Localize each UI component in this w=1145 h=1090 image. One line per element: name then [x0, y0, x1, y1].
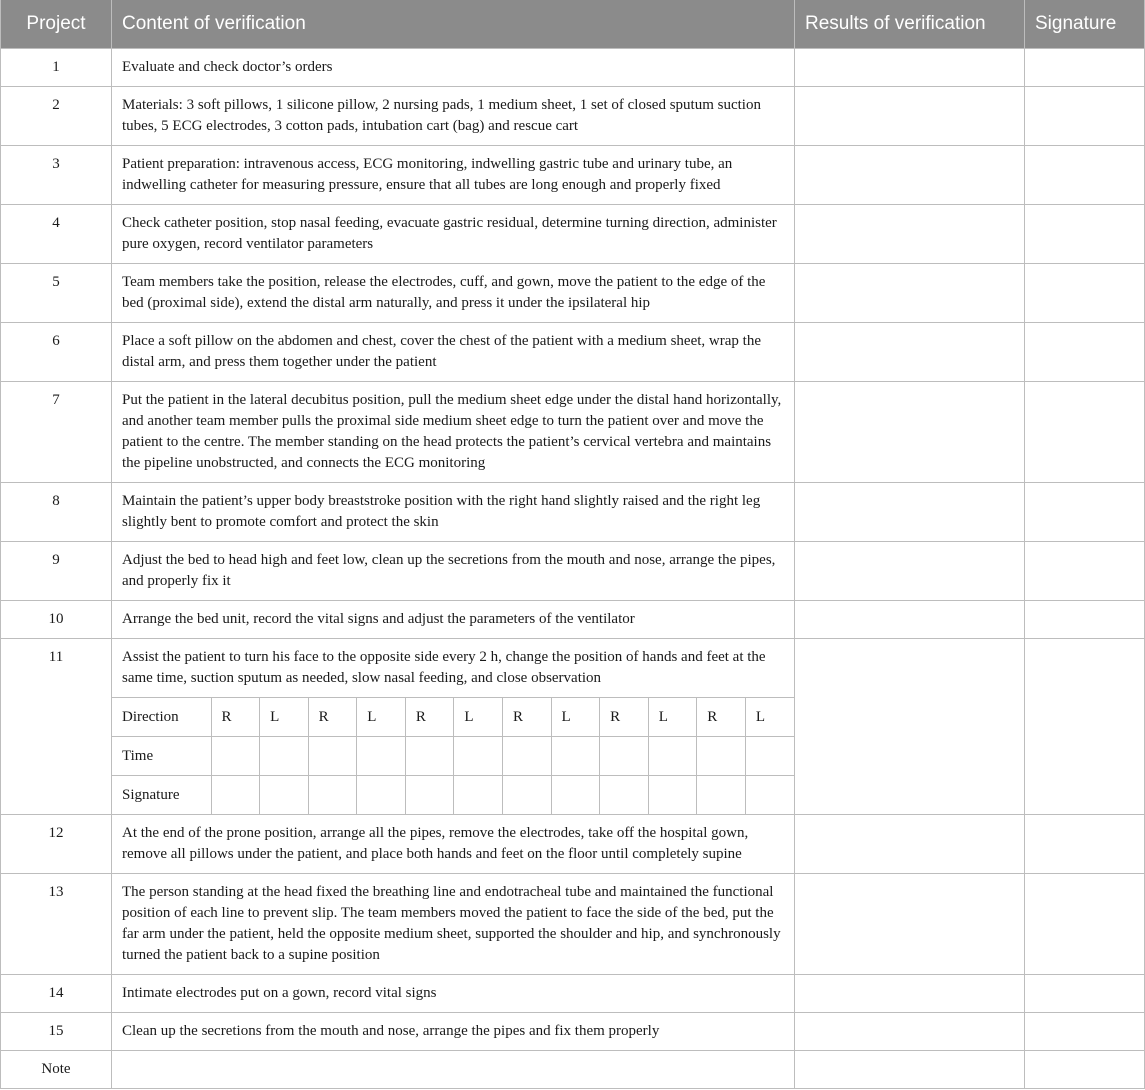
time-cell	[454, 737, 503, 776]
signature-cell	[1025, 1051, 1145, 1089]
verification-content: Assist the patient to turn his face to the opposite side every 2 h, change the position of hands and feet at the same time, suction sputum as needed, slow nasal feeding, and close observation	[122, 649, 766, 686]
project-number: 8	[1, 483, 112, 542]
table-row	[1, 382, 1145, 483]
signature-cell	[1025, 146, 1145, 205]
results-cell	[795, 382, 1025, 483]
time-label: Time	[112, 737, 211, 776]
results-cell	[795, 975, 1025, 1013]
results-cell	[795, 815, 1025, 874]
project-number: 2	[1, 87, 112, 146]
verification-content: Evaluate and check doctor’s orders	[112, 49, 795, 87]
table-row	[1, 264, 1145, 323]
project-number: 12	[1, 815, 112, 874]
project-number: 1	[1, 49, 112, 87]
table-row	[1, 87, 1145, 146]
header-results: Results of verification	[795, 0, 1025, 49]
direction-cell: R	[308, 698, 357, 737]
signature-cell	[1025, 323, 1145, 382]
direction-cell: L	[260, 698, 309, 737]
signature-cell	[1025, 382, 1145, 483]
time-cell	[648, 737, 697, 776]
verification-content: Intimate electrodes put on a gown, record vital signs	[112, 975, 795, 1013]
header-content: Content of verification	[112, 0, 795, 49]
results-cell	[795, 601, 1025, 639]
verification-content: Arrange the bed unit, record the vital signs and adjust the parameters of the ventilator	[112, 601, 795, 639]
results-cell	[795, 483, 1025, 542]
table-row	[1, 323, 1145, 382]
table-row	[1, 146, 1145, 205]
time-cell	[600, 737, 649, 776]
project-number: 11	[1, 639, 112, 815]
results-cell	[795, 639, 1025, 815]
signature-cell	[1025, 205, 1145, 264]
time-cell	[405, 737, 454, 776]
results-cell	[795, 205, 1025, 264]
sub-signature-cell	[502, 776, 551, 815]
direction-cell: R	[697, 698, 746, 737]
signature-label: Signature	[112, 776, 211, 815]
results-cell	[795, 874, 1025, 975]
project-number: 3	[1, 146, 112, 205]
direction-cell: L	[454, 698, 503, 737]
direction-cell: R	[600, 698, 649, 737]
direction-cell: R	[405, 698, 454, 737]
signature-cell	[1025, 639, 1145, 815]
direction-cell: L	[745, 698, 794, 737]
project-number: 4	[1, 205, 112, 264]
results-cell	[795, 264, 1025, 323]
note-row	[1, 1051, 1145, 1089]
time-cell	[308, 737, 357, 776]
project-number: 6	[1, 323, 112, 382]
signature-cell	[1025, 1013, 1145, 1051]
verification-content: Put the patient in the lateral decubitus position, pull the medium sheet edge under the distal hand horizontally, and another team member pulls the proximal side medium sheet edge to turn the patient over and move the patient to the centre. The member standing on the head protects the patient’s cervical vertebra and maintains the pipeline unobstructed, and connects the ECG monitoring	[112, 382, 795, 483]
results-cell	[795, 1051, 1025, 1089]
signature-cell	[1025, 264, 1145, 323]
sub-signature-cell	[697, 776, 746, 815]
time-cell	[551, 737, 600, 776]
time-cell	[211, 737, 260, 776]
sub-signature-cell	[745, 776, 794, 815]
time-cell	[502, 737, 551, 776]
signature-cell	[1025, 49, 1145, 87]
direction-cell: L	[648, 698, 697, 737]
sub-signature-cell	[260, 776, 309, 815]
time-cell	[745, 737, 794, 776]
results-cell	[795, 323, 1025, 382]
signature-cell	[1025, 975, 1145, 1013]
verification-content: Patient preparation: intravenous access, ECG monitoring, indwelling gastric tube and urinary tube, an indwelling catheter for measuring pressure, ensure that all tubes are long enough and properly fixed	[112, 146, 795, 205]
signature-cell	[1025, 542, 1145, 601]
verification-content: Team members take the position, release the electrodes, cuff, and gown, move the patient to the edge of the bed (proximal side), extend the distal arm naturally, and press it under the ipsilateral hip	[112, 264, 795, 323]
results-cell	[795, 1013, 1025, 1051]
sub-signature-cell	[600, 776, 649, 815]
turning-schedule-table	[112, 697, 794, 814]
table-row	[1, 601, 1145, 639]
project-number: 9	[1, 542, 112, 601]
verification-content: Maintain the patient’s upper body breaststroke position with the right hand slightly raised and the right leg slightly bent to promote comfort and protect the skin	[112, 483, 795, 542]
verification-content: At the end of the prone position, arrange all the pipes, remove the electrodes, take off the hospital gown, remove all pillows under the patient, and place both hands and feet on the floor until completely supine	[112, 815, 795, 874]
time-row	[112, 737, 794, 776]
signature-cell	[1025, 87, 1145, 146]
project-number: 7	[1, 382, 112, 483]
sub-signature-cell	[551, 776, 600, 815]
verification-content: Clean up the secretions from the mouth and nose, arrange the pipes and fix them properly	[112, 1013, 795, 1051]
table-row	[1, 874, 1145, 975]
verification-content: Adjust the bed to head high and feet low, clean up the secretions from the mouth and nose, arrange the pipes, and properly fix it	[112, 542, 795, 601]
header-row	[1, 0, 1145, 49]
table-row	[1, 483, 1145, 542]
signature-cell	[1025, 483, 1145, 542]
project-number: 15	[1, 1013, 112, 1051]
sub-signature-cell	[211, 776, 260, 815]
results-cell	[795, 87, 1025, 146]
direction-cell: R	[211, 698, 260, 737]
table-row	[1, 639, 1145, 815]
sub-signature-cell	[454, 776, 503, 815]
table-row	[1, 49, 1145, 87]
verification-content: The person standing at the head fixed the breathing line and endotracheal tube and maintained the functional position of each line to prevent slip. The team members moved the patient to face the side of the bed, put the far arm under the patient, held the opposite medium sheet, supported the shoulder and hip, and synchronously turned the patient back to a supine position	[112, 874, 795, 975]
project-number: 5	[1, 264, 112, 323]
direction-row	[112, 698, 794, 737]
time-cell	[697, 737, 746, 776]
signature-cell	[1025, 874, 1145, 975]
verification-content: Materials: 3 soft pillows, 1 silicone pillow, 2 nursing pads, 1 medium sheet, 1 set of closed sputum suction tubes, 5 ECG electrodes, 3 cotton pads, intubation cart (bag) and rescue cart	[112, 87, 795, 146]
sub-signature-cell	[405, 776, 454, 815]
header-signature: Signature	[1025, 0, 1145, 49]
table-row	[1, 1013, 1145, 1051]
verification-content: Check catheter position, stop nasal feeding, evacuate gastric residual, determine turning direction, administer pure oxygen, record ventilator parameters	[112, 205, 795, 264]
results-cell	[795, 146, 1025, 205]
table-row	[1, 815, 1145, 874]
table-row	[1, 542, 1145, 601]
signature-cell	[1025, 815, 1145, 874]
direction-label: Direction	[112, 698, 211, 737]
table-row	[1, 205, 1145, 264]
verification-content: Place a soft pillow on the abdomen and chest, cover the chest of the patient with a medium sheet, wrap the distal arm, and press them together under the patient	[112, 323, 795, 382]
time-cell	[260, 737, 309, 776]
sub-signature-cell	[648, 776, 697, 815]
sub-signature-cell	[357, 776, 406, 815]
signature-row	[112, 776, 794, 815]
direction-cell: R	[502, 698, 551, 737]
verification-content-with-schedule	[112, 639, 795, 815]
note-label: Note	[1, 1051, 112, 1089]
sub-signature-cell	[308, 776, 357, 815]
table-row	[1, 975, 1145, 1013]
direction-cell: L	[551, 698, 600, 737]
results-cell	[795, 542, 1025, 601]
note-content	[112, 1051, 795, 1089]
project-number: 10	[1, 601, 112, 639]
project-number: 14	[1, 975, 112, 1013]
signature-cell	[1025, 601, 1145, 639]
results-cell	[795, 49, 1025, 87]
project-number: 13	[1, 874, 112, 975]
time-cell	[357, 737, 406, 776]
header-project: Project	[1, 0, 112, 49]
direction-cell: L	[357, 698, 406, 737]
